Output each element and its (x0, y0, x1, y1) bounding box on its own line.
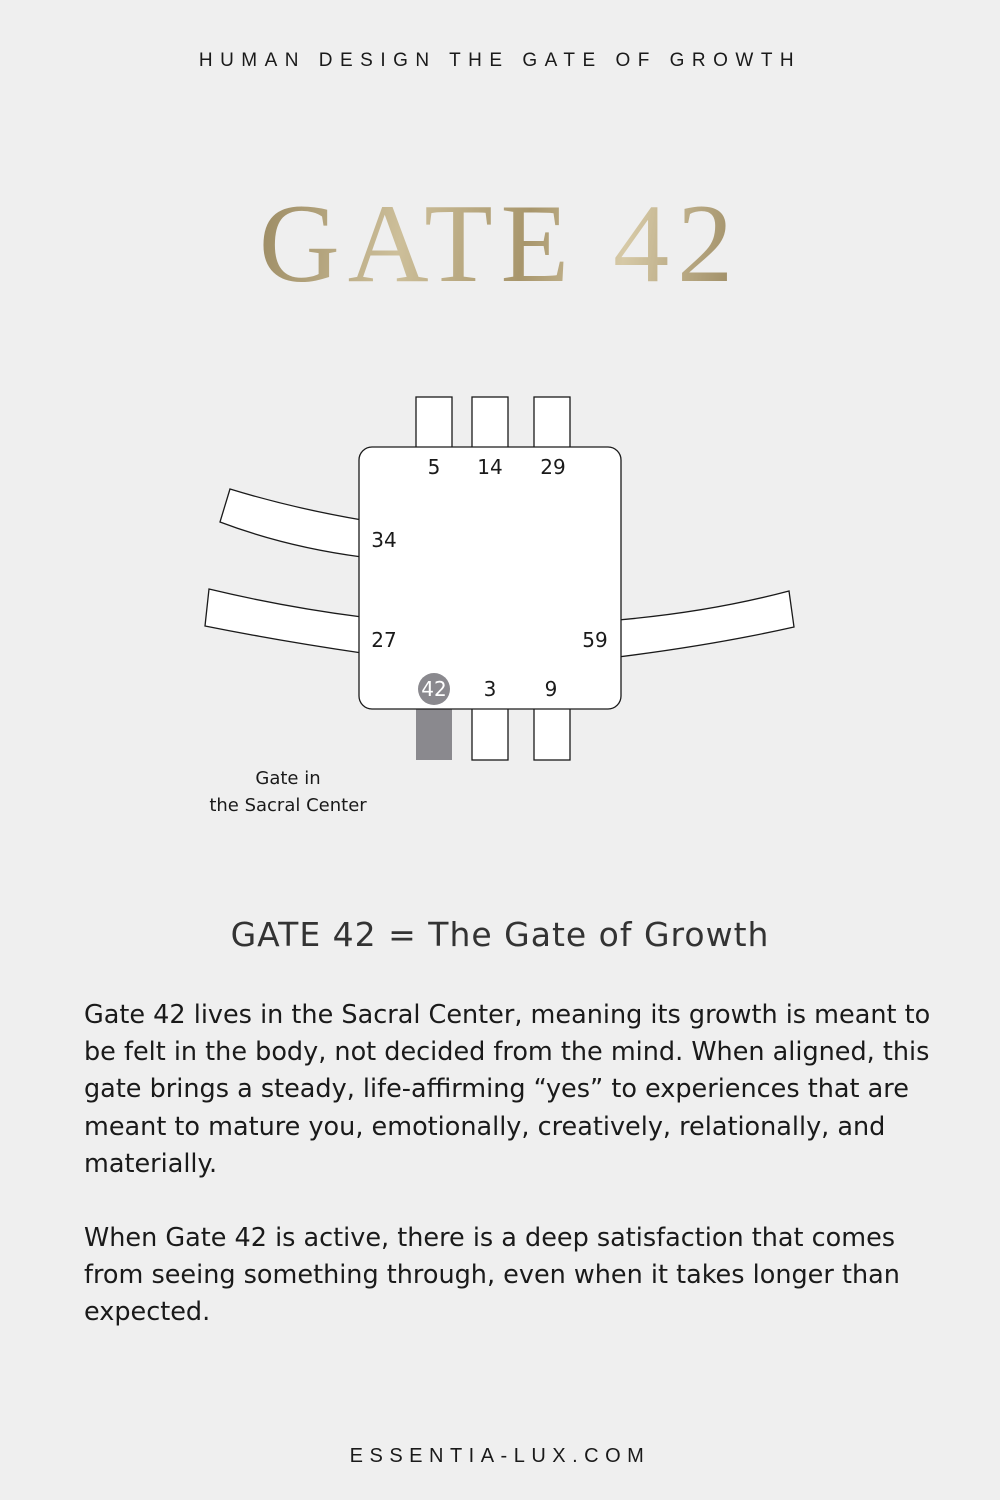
channel-59 (618, 591, 794, 657)
diagram-caption-line1: Gate in (255, 768, 321, 789)
sacral-center-box (359, 447, 621, 709)
gate-number-59: 59 (582, 628, 608, 652)
channel-27 (205, 589, 362, 653)
gate-number-14: 14 (477, 455, 503, 479)
channel-stub-29 (534, 397, 570, 449)
page-title (0, 182, 1000, 306)
gate-number-5: 5 (427, 455, 441, 479)
header-kicker: HUMAN DESIGN THE GATE OF GROWTH (198, 50, 802, 71)
gate-number-42: 42 (421, 677, 447, 701)
diagram-caption-line2: the Sacral Center (209, 795, 367, 816)
body-paragraph-2: When Gate 42 is active, there is a deep satisfaction that comes from seeing something through, even when it takes longer than expected. (84, 1223, 900, 1328)
gate-number-34: 34 (371, 528, 397, 552)
gate-number-27: 27 (371, 628, 397, 652)
gate-number-29: 29 (540, 455, 566, 479)
channel-stub-9 (534, 707, 570, 760)
gate-number-3: 3 (483, 677, 497, 701)
gate-number-9: 9 (544, 677, 558, 701)
body-paragraph-1: Gate 42 lives in the Sacral Center, meaning its growth is meant to be felt in the body, not decided from the mind. When aligned, this gate brings a steady, life-affirming “yes” to experiences that are meant to mature you, emotionally, creatively, relationally, and materially. (84, 1000, 931, 1179)
diagram-caption (188, 765, 388, 819)
channel-34 (220, 489, 362, 557)
footer-website: ESSENTIA-LUX.COM (349, 1445, 651, 1467)
channel-stub-42-active (416, 707, 452, 760)
sacral-center-diagram (0, 380, 1000, 770)
page-title-text: GATE 42 (258, 182, 742, 306)
channel-stub-5 (416, 397, 452, 449)
section-heading: GATE 42 = The Gate of Growth (230, 915, 770, 954)
channel-stub-14 (472, 397, 508, 449)
channel-stub-3 (472, 707, 508, 760)
